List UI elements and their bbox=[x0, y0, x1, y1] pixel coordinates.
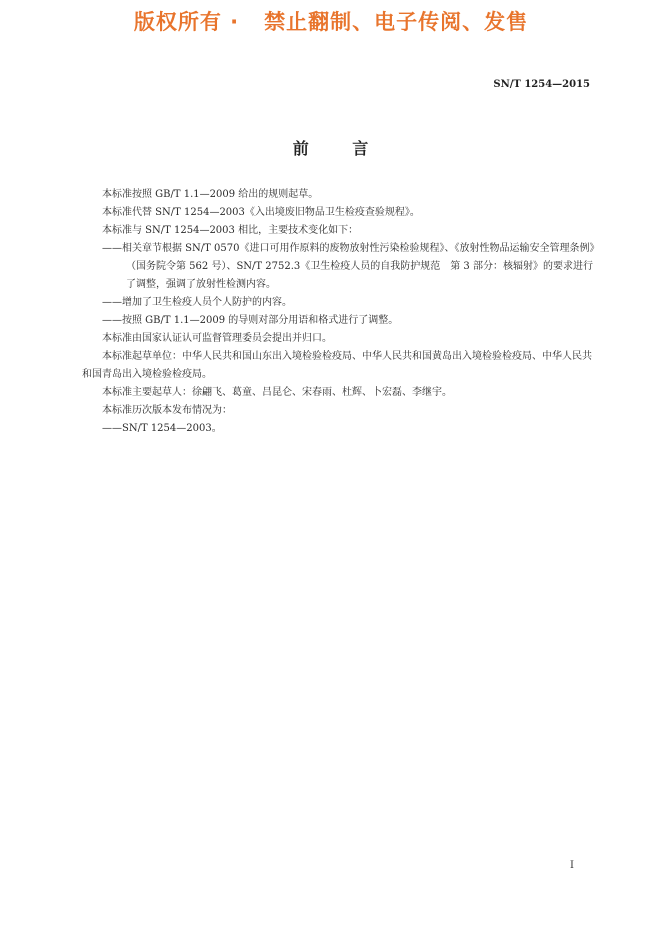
paragraph-changes-intro: 本标准与 SN/T 1254—2003 相比，主要技术变化如下： bbox=[102, 225, 359, 236]
list-item-history-1: ——SN/T 1254—2003。 bbox=[102, 423, 222, 434]
copyright-watermark: 版权所有 · 禁止翻制、电子传阅、发售 bbox=[133, 10, 529, 34]
paragraph-proposer: 本标准由国家认证认可监督管理委员会提出并归口。 bbox=[102, 333, 332, 344]
page-title: 前 言 bbox=[292, 139, 370, 158]
paragraph-drafting-rules: 本标准按照 GB/T 1.1—2009 给出的规则起草。 bbox=[102, 189, 319, 200]
foreword-body bbox=[82, 186, 596, 438]
paragraph-drafters: 本标准主要起草人：徐翩飞、葛童、吕昆仑、宋春雨、杜辉、卜宏磊、李继宇。 bbox=[102, 387, 452, 398]
page-number: I bbox=[570, 860, 574, 871]
paragraph-replaces: 本标准代替 SN/T 1254—2003《入出境废旧物品卫生检疫查验规程》。 bbox=[102, 207, 420, 218]
list-item-change-3: ——按照 GB/T 1.1—2009 的导则对部分用语和格式进行了调整。 bbox=[102, 315, 399, 326]
paragraph-history-intro: 本标准历次版本发布情况为： bbox=[102, 405, 232, 416]
list-item-change-1: ——相关章节根据 SN/T 0570《进口可用作原料的废物放射性污染检验规程》、《放射性物品运输安全管理条例》（国务院令第 562 号）、SN/T 2752.3《卫生检疫人员的自我防护规范 第 3 部分：核辐射》的要求进行了调整，强调了放射性检测内容。 bbox=[102, 243, 595, 290]
list-item-change-2: ——增加了卫生检疫人员个人防护的内容。 bbox=[102, 297, 292, 308]
standard-code: SN/T 1254—2015 bbox=[493, 79, 590, 90]
paragraph-drafting-units: 本标准起草单位：中华人民共和国山东出入境检验检疫局、中华人民共和国黄岛出入境检验检疫局、中华人民共和国青岛出入境检验检疫局。 bbox=[82, 351, 592, 380]
